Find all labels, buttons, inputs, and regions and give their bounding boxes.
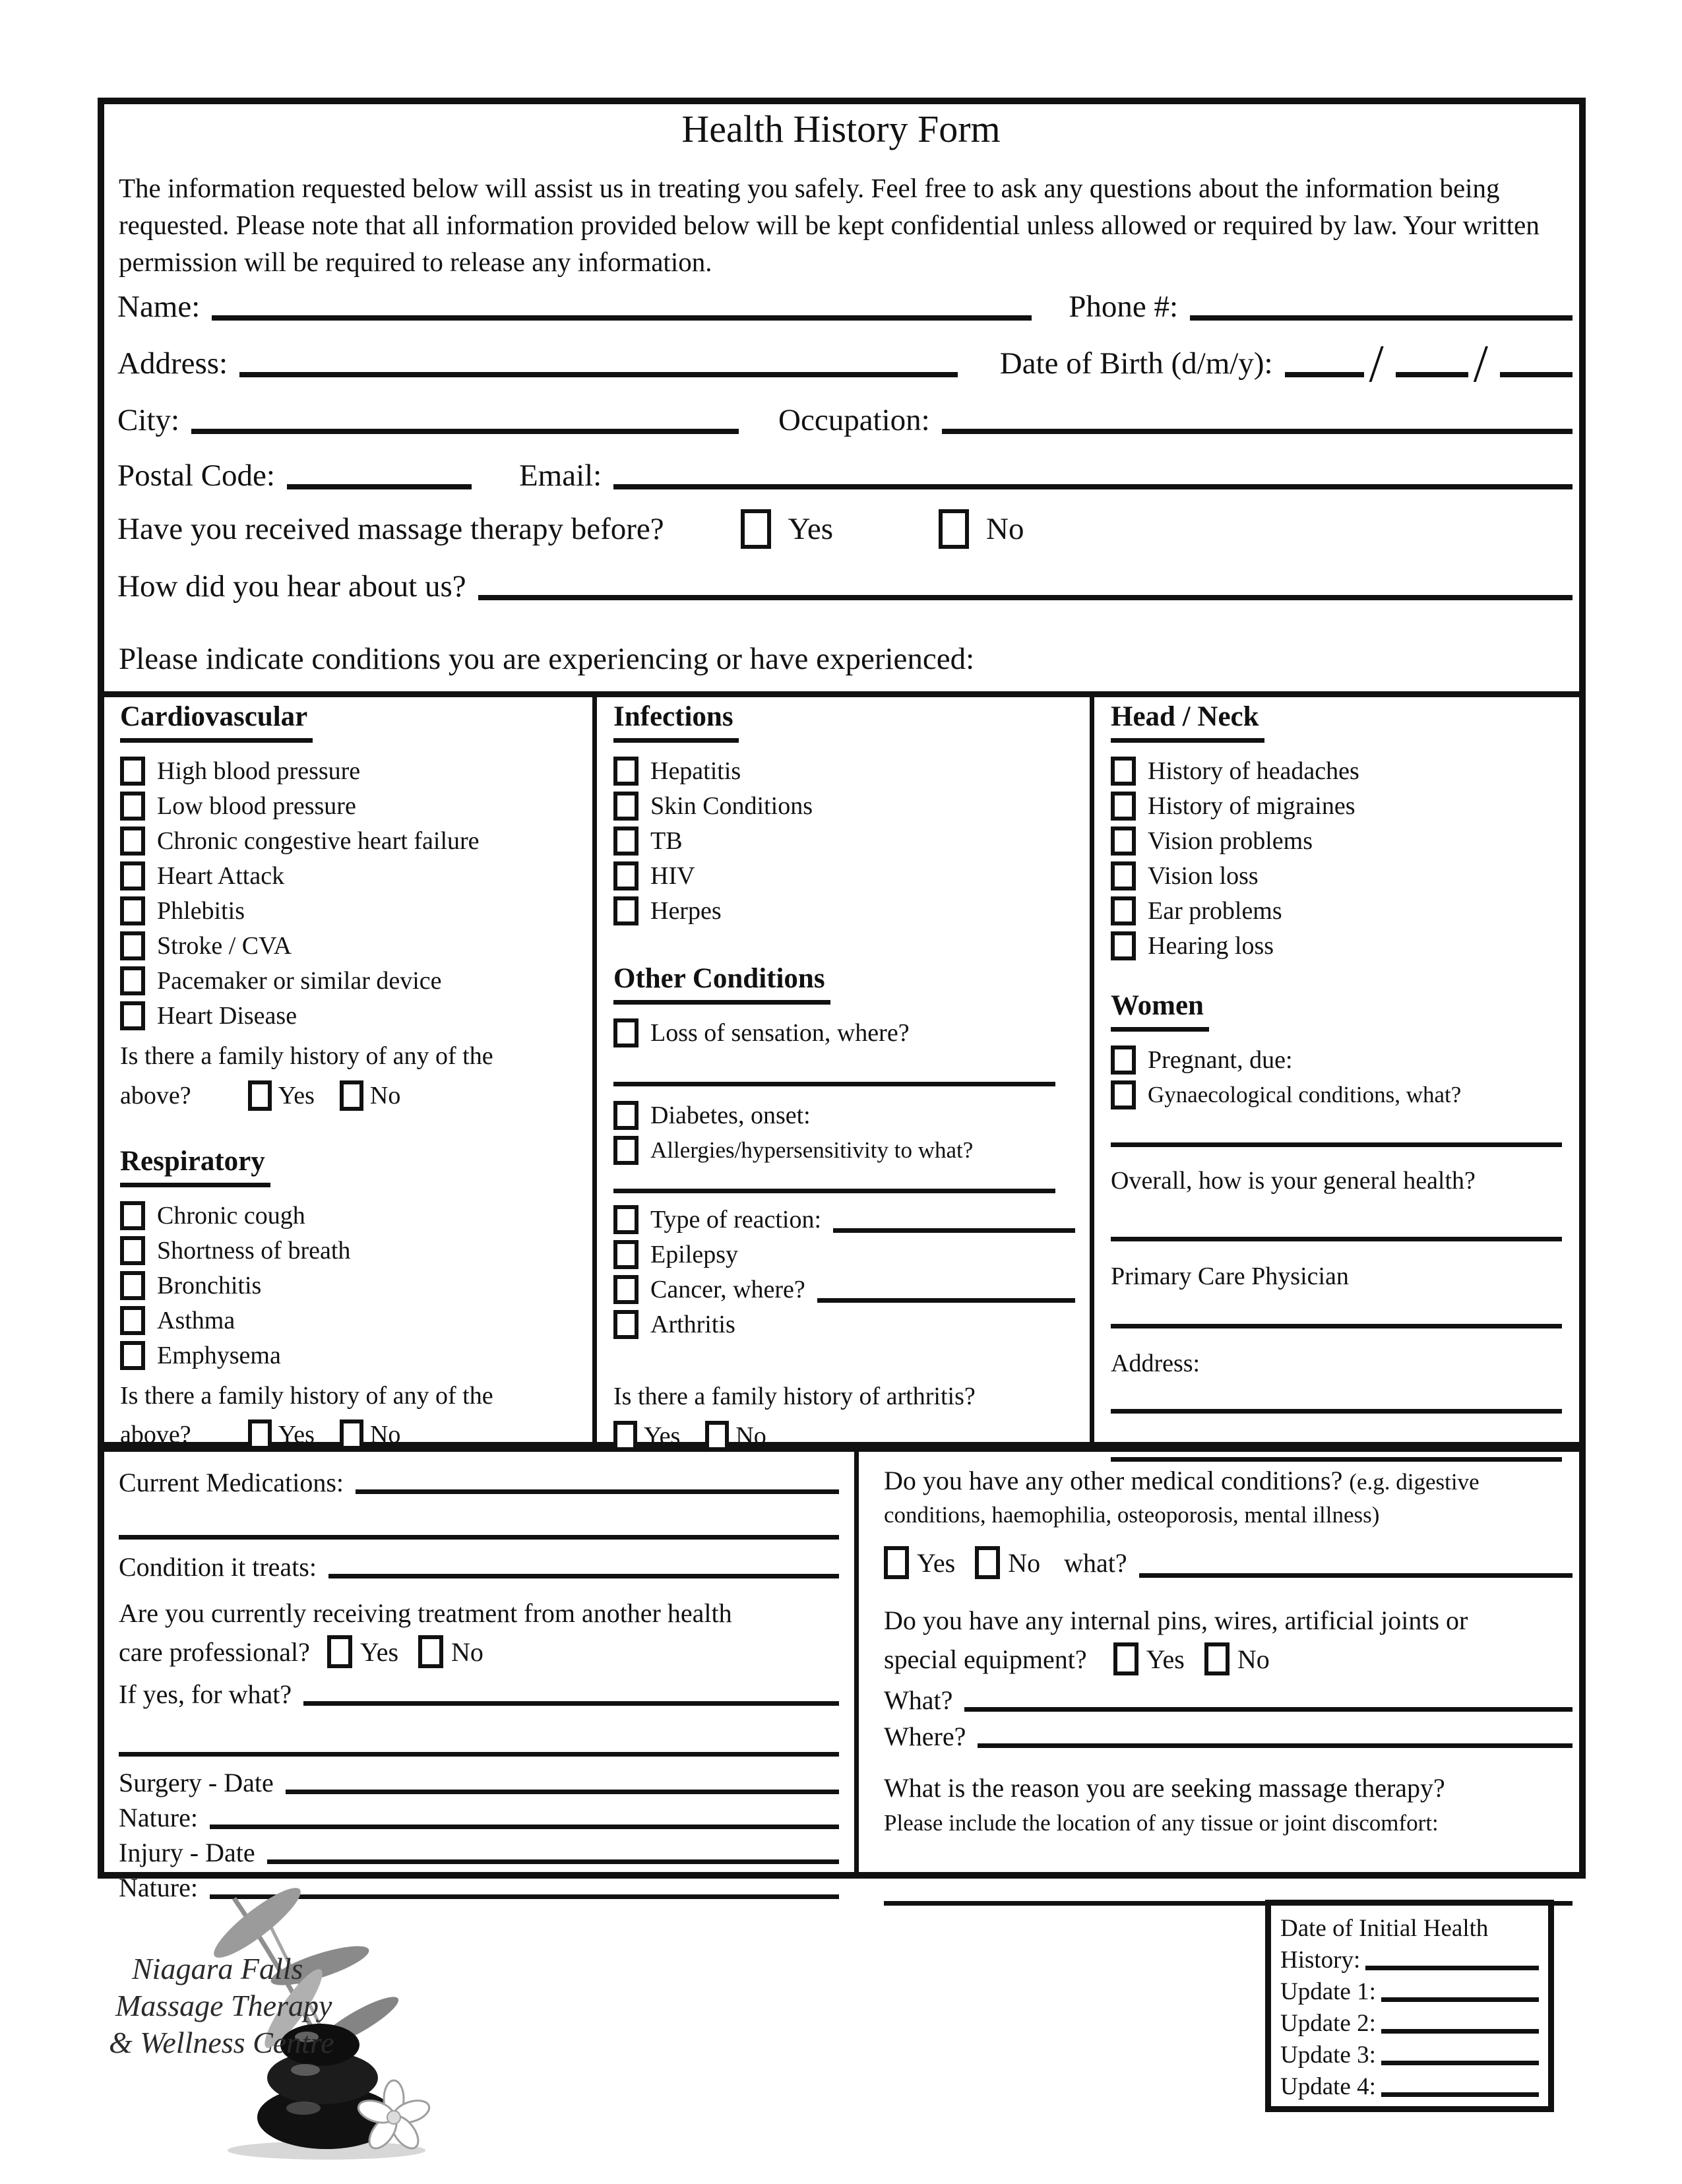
condition-item <box>1111 1045 1573 1075</box>
condition-label: Skin Conditions <box>650 792 813 820</box>
condition-label: Stroke / CVA <box>157 932 292 960</box>
condition-checkbox[interactable] <box>120 757 145 786</box>
reason-question-line2: Please include the location of any tissue or joint discomfort: <box>884 1810 1439 1836</box>
overall-health-input-line[interactable] <box>1111 1237 1562 1241</box>
initial-history-box <box>1265 1900 1554 2112</box>
city-input-line[interactable] <box>191 429 739 434</box>
condition-item <box>120 931 585 960</box>
condition-label: Loss of sensation, where? <box>650 1019 910 1047</box>
condition-checkbox[interactable] <box>613 827 639 856</box>
pins-question-line2: special equipment? <box>884 1644 1087 1674</box>
condition-treats-label: Condition it treats: <box>119 1552 317 1582</box>
if-yes-input-line[interactable] <box>303 1701 839 1706</box>
condition-label: Emphysema <box>157 1341 281 1369</box>
condition-item <box>613 1018 1075 1047</box>
respiratory-family-yes-label: Yes <box>278 1421 315 1449</box>
other-medical-what-label: what? <box>1064 1547 1127 1578</box>
pins-no-checkbox[interactable] <box>1204 1642 1230 1675</box>
condition-label: High blood pressure <box>157 757 361 785</box>
name-phone-row <box>117 289 1573 325</box>
current-medications-label: Current Medications: <box>119 1468 344 1497</box>
postal-code-label: Postal Code: <box>117 458 275 493</box>
condition-item <box>120 1201 585 1230</box>
initial-history-input-line[interactable] <box>1365 1966 1539 1970</box>
massage-question-row <box>117 509 1573 549</box>
pins-where-input-line[interactable] <box>978 1743 1573 1748</box>
update4-input-line[interactable] <box>1381 2092 1539 2097</box>
condition-item <box>120 757 585 786</box>
other-medical-question-main: Do you have any other medical conditions? <box>884 1466 1343 1495</box>
condition-item <box>613 1205 1075 1234</box>
head-neck-heading: Head / Neck <box>1111 701 1264 743</box>
condition-checkbox[interactable] <box>1111 1045 1136 1075</box>
condition-checkbox[interactable] <box>613 1136 639 1165</box>
condition-checkbox[interactable] <box>120 1341 145 1370</box>
injury-date-input-line[interactable] <box>267 1859 839 1864</box>
condition-item <box>120 896 585 925</box>
dob-label: Date of Birth (d/m/y): <box>999 346 1273 381</box>
condition-item <box>1111 896 1573 925</box>
condition-label: Gynaecological conditions, what? <box>1148 1082 1462 1108</box>
condition-checkbox[interactable] <box>613 861 639 890</box>
condition-item <box>1111 792 1573 821</box>
condition-label: Pregnant, due: <box>1148 1046 1293 1074</box>
treatment-yes-checkbox[interactable] <box>327 1635 352 1668</box>
condition-item <box>613 757 1075 786</box>
other-medical-question-eg2: conditions, haemophilia, osteoporosis, mental illness) <box>884 1502 1380 1528</box>
condition-checkbox[interactable] <box>120 1201 145 1230</box>
condition-label: History of headaches <box>1148 757 1359 785</box>
condition-item <box>613 792 1075 821</box>
update4-label: Update 4: <box>1280 2073 1376 2100</box>
condition-item <box>120 966 585 995</box>
condition-item <box>613 861 1075 890</box>
phone-input-line[interactable] <box>1190 315 1573 321</box>
condition-item <box>120 1341 585 1370</box>
condition-item <box>1111 757 1573 786</box>
dob-month-line[interactable] <box>1396 372 1468 377</box>
hear-about-row <box>117 569 1573 604</box>
occupation-label: Occupation: <box>778 403 930 437</box>
condition-checkbox[interactable] <box>120 827 145 856</box>
condition-checkbox[interactable] <box>1111 757 1136 786</box>
occupation-input-line[interactable] <box>942 429 1573 434</box>
condition-checkbox[interactable] <box>120 896 145 925</box>
condition-checkbox[interactable] <box>613 1275 639 1304</box>
update1-input-line[interactable] <box>1381 1997 1539 2002</box>
loss-sensation-input-line[interactable] <box>613 1082 1055 1086</box>
physician-address-line-1[interactable] <box>1111 1409 1562 1414</box>
massage-yes-checkbox[interactable] <box>741 509 771 549</box>
respiratory-family-question-2: above? <box>120 1421 191 1449</box>
table-top-border <box>104 691 1579 697</box>
arthritis-family-yes-label: Yes <box>644 1421 681 1450</box>
condition-label: Diabetes, onset: <box>650 1102 811 1129</box>
condition-label: Type of reaction: <box>650 1206 822 1233</box>
treatment-extra-line[interactable] <box>119 1752 839 1757</box>
pins-yes-checkbox[interactable] <box>1113 1642 1138 1675</box>
city-occupation-row <box>117 402 1573 438</box>
condition-item <box>120 827 585 856</box>
condition-label: Cancer, where? <box>650 1276 805 1303</box>
pins-question-line1: Do you have any internal pins, wires, artificial joints or <box>884 1606 1468 1635</box>
condition-checkbox[interactable] <box>1111 792 1136 821</box>
condition-item <box>120 1306 585 1335</box>
massage-no-checkbox[interactable] <box>939 509 969 549</box>
surgery-date-label: Surgery - Date <box>119 1768 274 1797</box>
condition-label: Hearing loss <box>1148 932 1274 960</box>
cardiovascular-heading: Cardiovascular <box>120 701 313 743</box>
cardio-family-question-2: above? <box>120 1081 191 1109</box>
condition-item <box>120 792 585 821</box>
condition-item <box>613 1240 1075 1269</box>
cardio-family-yes-label: Yes <box>278 1081 315 1109</box>
respiratory-family-no-label: No <box>369 1421 401 1449</box>
physician-input-line[interactable] <box>1111 1324 1562 1328</box>
other-medical-yes-checkbox[interactable] <box>884 1546 909 1579</box>
condition-checkbox[interactable] <box>613 792 639 821</box>
logo-text-line1: Niagara Falls <box>132 1952 303 1985</box>
dob-slash-2: / <box>1473 335 1488 393</box>
condition-checkbox[interactable] <box>120 1001 145 1030</box>
head-neck-column <box>1111 701 1573 1462</box>
surgery-nature-label: Nature: <box>119 1803 198 1832</box>
arthritis-family-no-checkbox[interactable] <box>705 1421 729 1451</box>
infections-heading: Infections <box>613 701 739 743</box>
current-medications-input-line[interactable] <box>356 1489 839 1494</box>
arthritis-family-yes-checkbox[interactable] <box>613 1421 637 1451</box>
condition-label: Allergies/hypersensitivity to what? <box>650 1137 974 1163</box>
condition-item <box>120 1001 585 1030</box>
condition-label: Heart Disease <box>157 1002 297 1030</box>
cardio-family-no-checkbox[interactable] <box>340 1080 363 1111</box>
cardio-family-question: Is there a family history of any of the <box>120 1042 493 1070</box>
respiratory-heading: Respiratory <box>120 1145 270 1187</box>
condition-item <box>613 1310 1075 1339</box>
condition-checkbox[interactable] <box>1111 896 1136 925</box>
condition-label: History of migraines <box>1148 792 1355 820</box>
other-medical-what-input-line[interactable] <box>1139 1573 1573 1578</box>
condition-item <box>1111 931 1573 960</box>
women-heading: Women <box>1111 989 1209 1032</box>
overall-health-question: Overall, how is your general health? <box>1111 1167 1476 1195</box>
intro-text: The information requested below will assist us in treating you safely. Feel free to ask any questions about the information being requested. Please note that all information provided below will be kept confidential unless allowed or required by law. Your written permission will be required to release any information. <box>119 173 1540 277</box>
address-dob-row <box>117 335 1573 393</box>
condition-label: Bronchitis <box>157 1271 262 1299</box>
other-medical-no-label: No <box>1008 1547 1041 1578</box>
medications-extra-line[interactable] <box>119 1535 839 1540</box>
condition-checkbox[interactable] <box>1111 1080 1136 1109</box>
city-label: City: <box>117 403 180 437</box>
condition-item <box>120 1271 585 1300</box>
cancer-where-input-line[interactable] <box>817 1298 1075 1303</box>
condition-checkbox[interactable] <box>120 1271 145 1300</box>
dob-day-line[interactable] <box>1285 372 1364 377</box>
name-label: Name: <box>117 290 201 324</box>
initial-history-title-line1: Date of Initial Health <box>1280 1915 1489 1942</box>
pins-where-label: Where? <box>884 1722 966 1751</box>
condition-item <box>613 1101 1075 1130</box>
condition-checkbox[interactable] <box>120 1306 145 1335</box>
condition-label: Pacemaker or similar device <box>157 967 442 995</box>
type-reaction-input-line[interactable] <box>833 1228 1075 1233</box>
cardiovascular-column <box>120 701 585 1450</box>
other-medical-question <box>884 1464 1573 1530</box>
table-divider-1 <box>592 697 597 1442</box>
condition-label: HIV <box>650 862 695 890</box>
massage-yes-label: Yes <box>788 512 833 546</box>
other-conditions-heading: Other Conditions <box>613 962 830 1005</box>
pins-yes-label: Yes <box>1146 1644 1185 1674</box>
condition-label: Shortness of breath <box>157 1236 351 1264</box>
condition-label: Arthritis <box>650 1311 735 1338</box>
pins-answer-row <box>884 1642 1573 1675</box>
condition-item <box>613 827 1075 856</box>
condition-item <box>613 896 1075 925</box>
cardio-family-no-label: No <box>369 1081 401 1109</box>
address-label: Address: <box>117 346 228 381</box>
condition-checkbox[interactable] <box>1111 931 1136 960</box>
hear-about-label: How did you hear about us? <box>117 569 466 604</box>
arthritis-family-answer-row <box>613 1421 1075 1451</box>
condition-label: Epilepsy <box>650 1241 738 1268</box>
treatment-yes-label: Yes <box>359 1637 399 1667</box>
update3-label: Update 3: <box>1280 2042 1376 2069</box>
condition-label: Herpes <box>650 897 722 925</box>
condition-checkbox[interactable] <box>120 966 145 995</box>
cardio-family-yes-checkbox[interactable] <box>248 1080 272 1111</box>
other-medical-question-eg1: (e.g. digestive <box>1349 1469 1480 1495</box>
other-medical-yes-label: Yes <box>917 1547 956 1578</box>
update2-label: Update 2: <box>1280 2010 1376 2037</box>
physician-label: Primary Care Physician <box>1111 1262 1349 1290</box>
surgery-nature-input-line[interactable] <box>210 1825 839 1829</box>
respiratory-family-answer-row <box>120 1420 585 1450</box>
pins-no-label: No <box>1237 1644 1270 1674</box>
condition-label: TB <box>650 827 683 855</box>
page-title: Health History Form <box>681 108 1001 150</box>
bottom-divider <box>854 1452 859 1879</box>
condition-checkbox[interactable] <box>613 1018 639 1047</box>
initial-history-title-line2: History: <box>1280 1947 1361 1974</box>
gyn-input-line[interactable] <box>1111 1142 1562 1147</box>
condition-checkbox[interactable] <box>613 1205 639 1234</box>
arthritis-family-no-label: No <box>735 1421 766 1450</box>
postal-code-input-line[interactable] <box>287 484 472 489</box>
condition-label: Asthma <box>157 1306 235 1334</box>
email-label: Email: <box>518 458 602 493</box>
condition-checkbox[interactable] <box>1111 827 1136 856</box>
injury-date-label: Injury - Date <box>119 1838 255 1867</box>
condition-label: Phlebitis <box>157 897 245 925</box>
reason-question-line1: What is the reason you are seeking massage therapy? <box>884 1773 1445 1803</box>
condition-item <box>1111 827 1573 856</box>
condition-checkbox[interactable] <box>613 896 639 925</box>
infections-column <box>613 701 1075 1451</box>
logo-text-line3: & Wellness Centre <box>109 2026 334 2059</box>
respiratory-family-yes-checkbox[interactable] <box>248 1420 272 1450</box>
treatment-no-checkbox[interactable] <box>418 1635 443 1668</box>
logo-text-line2: Massage Therapy <box>115 1989 332 2022</box>
condition-item <box>613 1275 1075 1304</box>
table-divider-2 <box>1090 697 1094 1442</box>
email-input-line[interactable] <box>613 484 1573 489</box>
condition-item <box>1111 1080 1573 1109</box>
condition-label: Hepatitis <box>650 757 741 785</box>
update2-input-line[interactable] <box>1381 2029 1539 2034</box>
hear-about-input-line[interactable] <box>478 595 1573 600</box>
condition-item <box>1111 861 1573 890</box>
condition-checkbox[interactable] <box>120 931 145 960</box>
treatment-answer-row <box>119 1635 839 1668</box>
name-input-line[interactable] <box>212 315 1032 321</box>
treatment-question-line2: care professional? <box>119 1637 310 1667</box>
condition-checkbox[interactable] <box>120 1236 145 1265</box>
other-medical-no-checkbox[interactable] <box>975 1546 1000 1579</box>
respiratory-family-question: Is there a family history of any of the <box>120 1381 493 1410</box>
clinic-logo <box>109 1887 505 2170</box>
dob-slash-1: / <box>1369 335 1384 393</box>
dob-year-line[interactable] <box>1500 372 1573 377</box>
update3-input-line[interactable] <box>1381 2061 1539 2065</box>
conditions-prompt: Please indicate conditions you are experiencing or have experienced: <box>119 642 975 676</box>
condition-checkbox[interactable] <box>613 757 639 786</box>
condition-checkbox[interactable] <box>613 1240 639 1269</box>
address-input-line[interactable] <box>239 372 958 377</box>
if-yes-label: If yes, for what? <box>119 1679 292 1709</box>
condition-checkbox[interactable] <box>1111 861 1136 890</box>
condition-item <box>120 1236 585 1265</box>
physician-address-label: Address: <box>1111 1350 1200 1377</box>
treatment-no-label: No <box>451 1637 483 1667</box>
condition-label: Chronic cough <box>157 1201 305 1230</box>
condition-item <box>613 1136 1075 1165</box>
condition-label: Heart Attack <box>157 862 285 890</box>
condition-checkbox[interactable] <box>613 1101 639 1130</box>
phone-label: Phone #: <box>1069 290 1178 324</box>
other-conditions-cell <box>884 1460 1573 1906</box>
respiratory-family-no-checkbox[interactable] <box>340 1420 363 1450</box>
condition-label: Vision loss <box>1148 862 1259 890</box>
postal-email-row <box>117 458 1573 493</box>
other-medical-answer-row <box>884 1546 1573 1579</box>
massage-no-label: No <box>986 512 1024 546</box>
condition-checkbox[interactable] <box>120 861 145 890</box>
condition-treats-input-line[interactable] <box>328 1574 839 1578</box>
condition-label: Vision problems <box>1148 827 1313 855</box>
condition-label: Low blood pressure <box>157 792 356 820</box>
treatment-question-line1: Are you currently receiving treatment from another health <box>119 1598 732 1628</box>
pins-what-label: What? <box>884 1685 953 1715</box>
massage-question-label: Have you received massage therapy before? <box>117 512 664 546</box>
pins-what-input-line[interactable] <box>964 1707 1573 1712</box>
cardio-family-answer-row <box>120 1080 585 1111</box>
medications-cell <box>119 1460 839 1903</box>
condition-label: Ear problems <box>1148 897 1282 925</box>
surgery-date-input-line[interactable] <box>286 1790 839 1794</box>
arthritis-family-question: Is there a family history of arthritis? <box>613 1383 976 1410</box>
update1-label: Update 1: <box>1280 1978 1376 2005</box>
condition-checkbox[interactable] <box>120 792 145 821</box>
allergies-input-line[interactable] <box>613 1189 1055 1193</box>
injury-nature-label: Nature: <box>119 1873 198 1902</box>
condition-checkbox[interactable] <box>613 1310 639 1339</box>
condition-item <box>120 861 585 890</box>
condition-label: Chronic congestive heart failure <box>157 827 480 855</box>
